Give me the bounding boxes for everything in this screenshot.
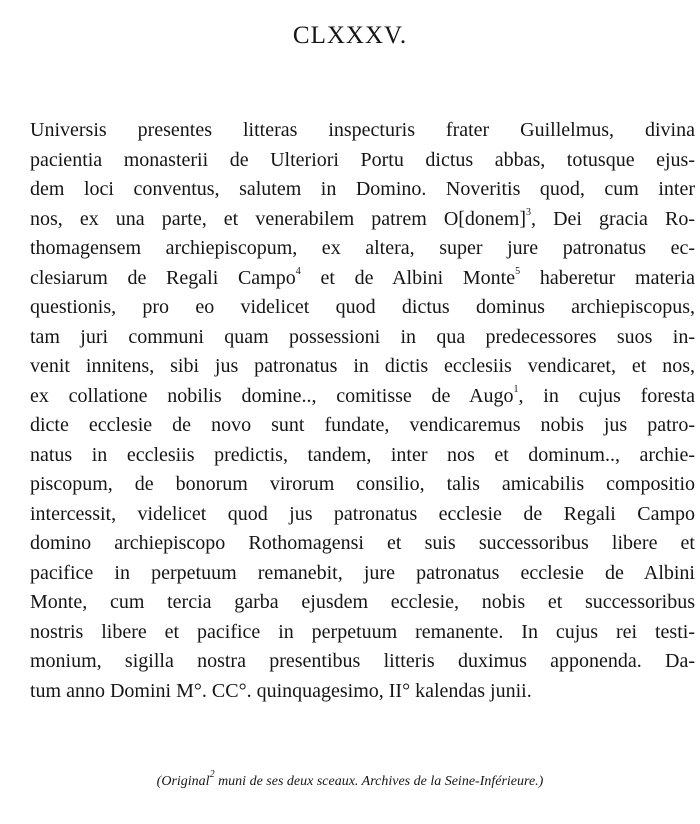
line-text: Monte, cum tercia garba ejusdem ecclesie, nobis et successoribus [30, 591, 695, 613]
line-text: et de Albini Monte [300, 266, 516, 289]
text-line [30, 352, 695, 382]
text-line [30, 323, 695, 353]
footnote-marker: 3 [526, 206, 532, 218]
text-line [30, 293, 695, 323]
line-text: natus in ecclesiis predictis, tandem, inter nos et dominum.., archie- [30, 443, 695, 466]
line-text: intercessit, videlicet quod jus patronatus ecclesie de Regali Campo [30, 502, 695, 525]
text-line [30, 234, 695, 264]
footnote-marker: 5 [515, 265, 521, 277]
line-text: Universis presentes litteras inspecturis frater Guillelmus, divina [30, 119, 695, 141]
text-line [30, 588, 695, 618]
text-line [30, 677, 695, 707]
line-text: thomagensem archiepiscopum, ex altera, super jure patronatus ec- [30, 237, 695, 259]
line-text: tum anno Domini M°. CC°. quinquagesimo, II° kalendas junii. [30, 679, 532, 702]
text-line [30, 441, 695, 471]
text-line [30, 647, 695, 677]
line-text: nos, ex una parte, et venerabilem patrem O[donem] [30, 207, 527, 230]
text-line [30, 618, 695, 648]
source-note-text: (Original [156, 774, 210, 789]
line-text: ex collatione nobilis domine.., comitisse de Augo [30, 384, 514, 407]
text-line [30, 529, 695, 559]
source-note-text: muni de ses deux sceaux. Archives de la Seine-Inférieure.) [214, 774, 544, 789]
text-line [30, 175, 695, 205]
line-text: dicte ecclesie de novo sunt fundate, vendicaremus nobis jus patro- [30, 414, 695, 436]
line-text: haberetur materia [520, 266, 695, 289]
text-line [30, 205, 695, 235]
line-text: , Dei gracia Ro- [531, 207, 695, 230]
line-text: domino archiepiscopo Rothomagensi et suis successoribus libere et [30, 532, 695, 554]
text-line [30, 146, 695, 176]
line-text: questionis, pro eo videlicet quod dictus dominus archiepiscopus, [30, 296, 695, 318]
line-text: pacifice in perpetuum remanebit, jure patronatus ecclesie de Albini [30, 561, 695, 584]
text-line [30, 559, 695, 589]
text-line [30, 382, 695, 412]
footnote-marker: 1 [513, 383, 519, 395]
text-line [30, 264, 695, 294]
line-text: , in cujus foresta [518, 384, 695, 407]
charter-text [30, 116, 695, 706]
text-line [30, 500, 695, 530]
footnote-marker: 2 [209, 769, 215, 781]
line-text: monium, sigilla nostra presentibus litteris duximus apponenda. Da- [30, 650, 695, 672]
line-text: dem loci conventus, salutem in Domino. Noveritis quod, cum inter [30, 178, 695, 200]
line-text: pacientia monasterii de Ulteriori Portu dictus abbas, totusque ejus- [30, 148, 695, 171]
line-text: piscopum, de bonorum virorum consilio, talis amicabilis compositio [30, 473, 695, 495]
line-text: nostris libere et pacifice in perpetuum remanente. In cujus rei testi- [30, 620, 695, 643]
line-text: clesiarum de Regali Campo [30, 266, 296, 289]
line-text: tam juri communi quam possessioni in qua predecessores suos in- [30, 325, 695, 348]
text-line [30, 470, 695, 500]
archival-source-note [0, 769, 700, 790]
charter-number-heading: CLXXXV. [292, 22, 408, 49]
footnote-marker: 4 [295, 265, 301, 277]
text-line [30, 116, 695, 146]
line-text: venit innitens, sibi jus patronatus in dictis ecclesiis vendicaret, et nos, [30, 355, 695, 377]
text-line [30, 411, 695, 441]
